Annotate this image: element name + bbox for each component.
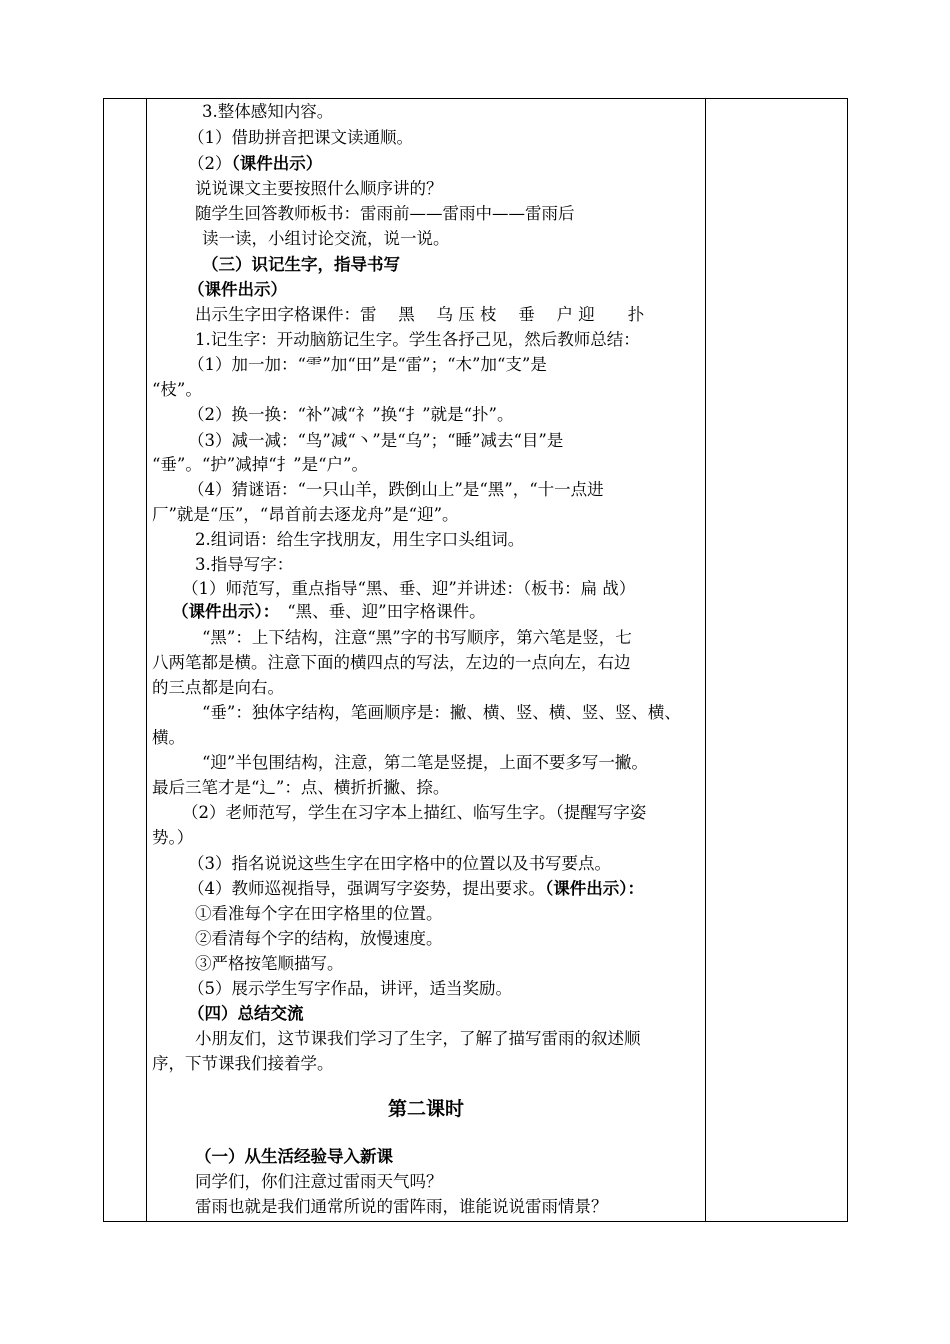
text-line: “迎”半包围结构，注意，第二笔是竖提，上面不要多写一撇。	[202, 753, 648, 772]
text-line: （4）猜谜语：“一只山羊，跌倒山上”是“黑”，“十一点进	[188, 480, 604, 499]
text-line: （2）（课件出示）	[188, 154, 323, 173]
text-line: 最后三笔才是“辶”：点、横折折撇、捺。	[152, 778, 450, 797]
table-column-divider-left	[146, 99, 147, 1221]
text-line: 出示生字田字格课件：雷 黑 乌 压 枝 垂 户 迎 扑	[195, 305, 645, 324]
text-line: 序，下节课我们接着学。	[152, 1054, 334, 1073]
text-line: 随学生回答教师板书：雷雨前——雷雨中——雷雨后	[195, 204, 575, 223]
text-line: （3）减一减：“鸟”减“丶”是“乌”；“睡”减去“目”是	[188, 431, 564, 450]
text-line: 的三点都是向右。	[152, 678, 284, 697]
text-line: （课件出示）	[188, 280, 287, 299]
text-line: 3.指导写字：	[195, 555, 294, 574]
text-line: “枝”。	[152, 380, 202, 399]
text-line: 八两笔都是横。注意下面的横四点的写法，左边的一点向左，右边	[152, 653, 631, 672]
text-line: （1）加一加：“⻗”加“田”是“雷”；“木”加“支”是	[188, 355, 547, 374]
text-line: （1）师范写，重点指导“黑、垂、迎”并讲述：（板书：扁 战）	[182, 579, 636, 598]
text-line: 3.整体感知内容。	[202, 102, 334, 121]
section-heading: （一）从生活经验导入新课	[195, 1147, 393, 1166]
lesson-title: 第二课时	[387, 1098, 464, 1120]
section-heading: （四）总结交流	[188, 1004, 304, 1023]
text-line: 雷雨也就是我们通常所说的雷阵雨，谁能说说雷雨情景？	[195, 1197, 608, 1216]
text-line: （5）展示学生写字作品，讲评，适当奖励。	[188, 979, 512, 998]
text-line: （1）借助拼音把课文读通顺。	[188, 128, 413, 147]
text-line: 读一读，小组讨论交流，说一说。	[202, 229, 450, 248]
table-column-divider-right	[705, 99, 706, 1221]
text-line: “垂”：独体字结构，笔画顺序是：撇、横、竖、横、竖、竖、横、	[202, 703, 681, 722]
text-line: 势。）	[152, 828, 194, 847]
text-line: （课件出示）： “黑、垂、迎”田字格课件。	[172, 602, 486, 621]
text-line: 2.组词语：给生字找朋友，用生字口头组词。	[195, 530, 525, 549]
text-line: “黑”：上下结构，注意“黑”字的书写顺序，第六笔是竖，七	[202, 628, 632, 647]
text-line: （3）指名说说这些生字在田字格中的位置以及书写要点。	[188, 854, 611, 873]
text-line: 小朋友们，这节课我们学习了生字，了解了描写雷雨的叙述顺	[195, 1029, 641, 1048]
text-line: 同学们，你们注意过雷雨天气吗？	[195, 1172, 443, 1191]
text-line: ①看准每个字在田字格里的位置。	[195, 904, 443, 923]
text-line: （2）换一换：“补”减“礻”换“扌”就是“扑”。	[188, 405, 514, 424]
text-line: ②看清每个字的结构，放慢速度。	[195, 929, 443, 948]
text-line: “垂”。“护”减掉“扌”是“户”。	[152, 455, 368, 474]
section-heading: （三）识记生字，指导书写	[202, 255, 400, 274]
text-line: 厂”就是“压”，“昂首前去逐龙舟”是“迎”。	[152, 505, 459, 524]
text-line: （2）老师范写，学生在习字本上描红、临写生字。（提醒写字姿	[182, 803, 647, 822]
text-line: 1.记生字：开动脑筋记生字。学生各抒己见，然后教师总结：	[195, 330, 640, 349]
text-line: 说说课文主要按照什么顺序讲的？	[195, 179, 443, 198]
text-line: （4）教师巡视指导，强调写字姿势，提出要求。（课件出示）：	[188, 879, 644, 898]
text-line: ③严格按笔顺描写。	[195, 954, 344, 973]
text-line: 横。	[152, 728, 185, 747]
